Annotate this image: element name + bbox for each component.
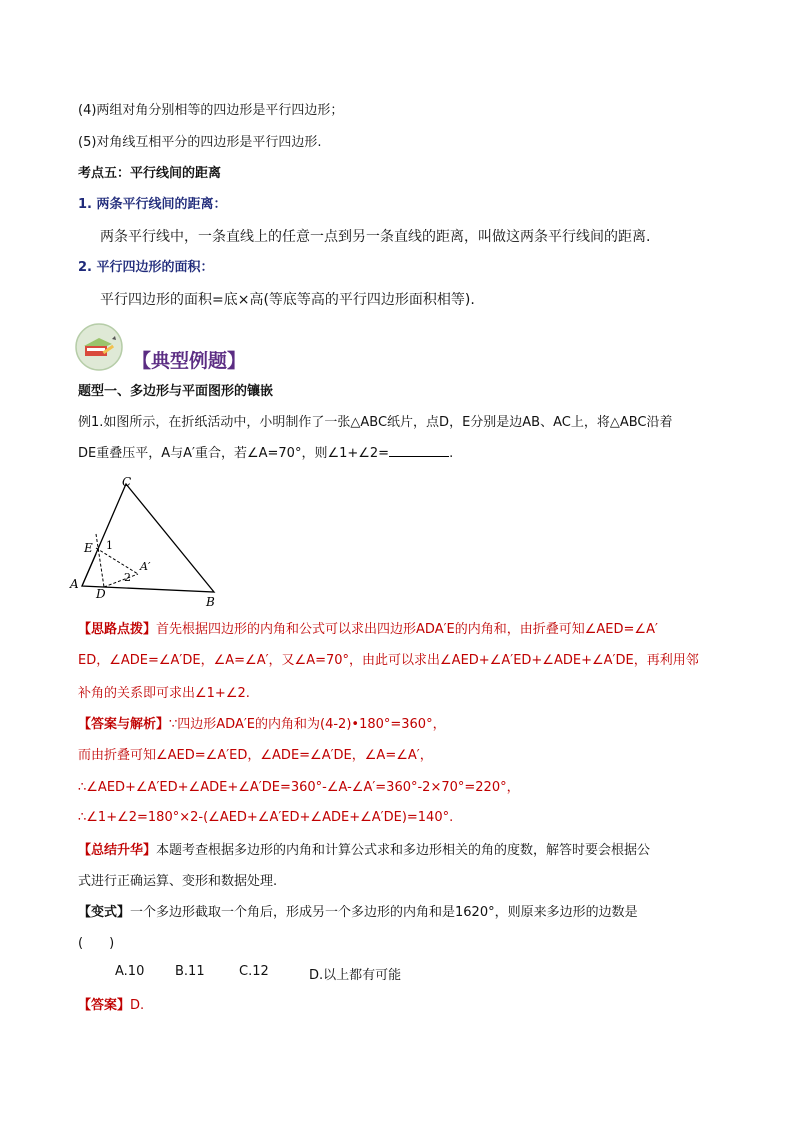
hint-line2: ED，∠ADE=∠A′DE，∠A=∠A′，又∠A=70°，由此可以求出∠AED+∠A′ED+∠ADE+∠A′DE，再利用邻 (78, 653, 699, 668)
segment-da-prime (104, 574, 138, 587)
label-a-prime: A′ (140, 560, 151, 573)
topic1-heading: 题型一、多边形与平面图形的镶嵌 (78, 384, 274, 399)
label-e: E (84, 541, 93, 555)
variant-line1 (78, 904, 638, 922)
fold-line-de (96, 534, 104, 587)
kaodian5-sub2-text: 平行四边形的面积=底×高(等底等高的平行四边形面积相等). (100, 292, 475, 308)
example1-line2-text: DE重叠压平，A与A′重合，若∠A=70°，则∠1+∠2= (78, 446, 390, 461)
example1-line2 (78, 444, 453, 463)
variant-answer-label: 【答案】 (78, 998, 131, 1013)
label-angle-1: 1 (106, 539, 113, 552)
variant-label: 【变式】 (78, 905, 131, 920)
answer-blank (389, 444, 449, 457)
hint-label: 【思路点拨】 (78, 622, 157, 637)
book-pencil-icon (74, 322, 124, 372)
variant-line2: ( ) (78, 936, 115, 951)
variant-answer-value: D. (130, 998, 145, 1013)
criterion-5: (5)对角线互相平分的四边形是平行四边形. (78, 135, 322, 150)
choice-a: A.10 (115, 964, 145, 979)
summary-label: 【总结升华】 (78, 843, 157, 858)
label-d: D (96, 587, 106, 601)
kaodian5-sub1-text: 两条平行线中，一条直线上的任意一点到另一条直线的距离，叫做这两条平行线间的距离. (100, 229, 651, 245)
triangle-abc (82, 484, 214, 592)
kaodian5-sub2-title: 2. 平行四边形的面积： (78, 260, 214, 275)
answer-line4: ∴∠1+∠2=180°×2-(∠AED+∠A′ED+∠ADE+∠A′DE)=140°. (78, 810, 454, 825)
choice-c: C.12 (239, 964, 269, 979)
label-c: C (122, 475, 132, 489)
variant-text-1: 一个多边形截取一个角后，形成另一个多边形的内角和是1620°，则原来多边形的边数是 (130, 905, 638, 920)
example1-line1: 例1.如图所示，在折纸活动中，小明制作了一张△ABC纸片，点D，E分别是边AB、AC上，将△ABC沿着 (78, 415, 673, 430)
segment-ea-prime (96, 548, 138, 574)
variant-answer (78, 997, 144, 1015)
triangle-figure (66, 474, 226, 614)
hint-line1 (78, 621, 658, 639)
variant-choices (115, 964, 401, 983)
summary-line1 (78, 842, 650, 860)
answer-label: 【答案与解析】 (78, 717, 170, 732)
answer-line1 (78, 716, 718, 734)
answer-text-1: ∵四边形ADA′E的内角和为(4-2)•180°=360°， (169, 717, 446, 732)
summary-text-1: 本题考查根据多边形的内角和计算公式求和多边形相关的角的度数，解答时要会根据公 (156, 843, 651, 858)
example1-line2-end: . (449, 446, 454, 461)
label-a: A (70, 577, 79, 591)
choice-b: B.11 (175, 964, 205, 979)
label-b: B (206, 595, 215, 609)
segment-ae (82, 554, 96, 586)
choice-d: D.以上都有可能 (309, 968, 402, 983)
section-title: 【典型例题】 (132, 350, 247, 372)
hint-text-1: 首先根据四边形的内角和公式可以求出四边形ADA′E的内角和，由折叠可知∠AED=∠A′ (156, 622, 658, 637)
answer-line2: 而由折叠可知∠AED=∠A′ED，∠ADE=∠A′DE，∠A=∠A′， (78, 748, 433, 763)
section-title-block (70, 318, 270, 374)
kaodian5-sub1-title: 1. 两条平行线间的距离： (78, 197, 227, 212)
hint-line3: 补角的关系即可求出∠1+∠2. (78, 686, 250, 701)
criterion-4: (4)两组对角分别相等的四边形是平行四边形； (78, 103, 344, 118)
answer-line3: ∴∠AED+∠A′ED+∠ADE+∠A′DE=360°-∠A-∠A′=360°-2×70°=220°， (78, 780, 520, 795)
kaodian5-heading: 考点五：平行线间的距离 (78, 166, 222, 181)
label-angle-2: 2 (124, 571, 131, 584)
summary-line2: 式进行正确运算、变形和数据处理. (78, 874, 278, 889)
